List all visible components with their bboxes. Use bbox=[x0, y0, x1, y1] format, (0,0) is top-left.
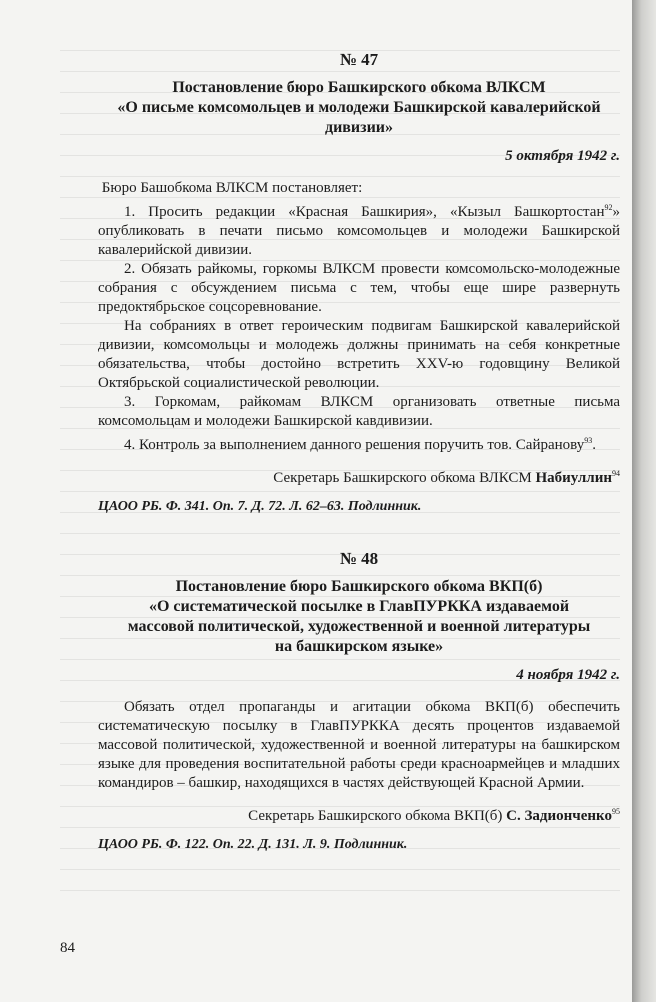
doc48-title bbox=[98, 577, 620, 657]
doc48-title-line: на башкирском языке» bbox=[274, 638, 444, 655]
doc47-date: 5 октября 1942 г. bbox=[505, 148, 620, 164]
doc47-item2: 2. Обязать райкомы, горкомы ВЛКСМ провести комсомольско-молодежные собрания с обсуждением письма с тем, чтобы еще шире развернуть предоктябрьское соцсоревнование. bbox=[98, 261, 620, 315]
doc47-number: № 47 bbox=[339, 50, 379, 69]
doc48-source: ЦАОО РБ. Ф. 122. Оп. 22. Д. 131. Л. 9. Подлинник. bbox=[98, 837, 408, 852]
signature-title: Секретарь Башкирского обкома ВЛКСМ bbox=[273, 470, 532, 486]
page-edge bbox=[632, 0, 656, 1002]
footnote-ref: 94 bbox=[612, 469, 620, 478]
doc47-item4-end: . bbox=[592, 437, 596, 453]
doc48-title-line: «О систематической посылке в ГлавПУРККА издаваемой bbox=[148, 598, 570, 615]
doc47-source: ЦАОО РБ. Ф. 341. Оп. 7. Д. 72. Л. 62–63. Подлинник. bbox=[98, 499, 422, 514]
doc47-item4: 4. Контроль за выполнением данного решения поручить тов. Сайранову bbox=[124, 437, 585, 453]
doc47-title-line: дивизии» bbox=[324, 119, 394, 136]
doc48-text: Обязать отдел пропаганды и агитации обкома ВКП(б) обеспечить систематическую посылку в ГлавПУРККА десять процентов издаваемой массовой политической, художественной и военной литературы на башкирском языке для проведения воспитательной работы среди красноармейцев и младших командиров – башкир, находящихся в частях действующей Красной Армии. bbox=[98, 699, 620, 791]
doc47-item1-end: » опубликовать в печати письмо комсомольцев и молодежи Башкирской кавалерийской дивизии. bbox=[98, 204, 620, 258]
doc48-signature bbox=[98, 807, 620, 825]
doc47-intro: Бюро Башобкома ВЛКСМ постановляет: bbox=[101, 180, 363, 196]
signature-name: Набиуллин bbox=[535, 470, 612, 486]
page-content bbox=[98, 40, 620, 853]
doc47-body bbox=[98, 179, 620, 455]
doc47-title bbox=[98, 78, 620, 138]
footnote-ref: 92 bbox=[604, 203, 613, 212]
page-number: 84 bbox=[60, 940, 75, 956]
doc47-title-line: Постановление бюро Башкирского обкома ВЛКСМ bbox=[172, 79, 546, 96]
footnote-ref: 93 bbox=[584, 436, 593, 445]
signature-name: С. Задионченко bbox=[506, 808, 612, 824]
doc48-number: № 48 bbox=[339, 549, 379, 568]
doc48-title-line: массовой политической, художественной и военной литературы bbox=[127, 618, 591, 635]
doc48-body bbox=[98, 698, 620, 793]
doc47-signature bbox=[98, 469, 620, 487]
doc47-para: На собраниях в ответ героическим подвигам Башкирской кавалерийской дивизии, комсомольцы и молодежь должны принимать на себя конкретные обязательства, чтобы достойно встретить XXV-ю годовщину Великой Октябрьской социалистической революции. bbox=[98, 318, 620, 391]
doc47-title-line: «О письме комсомольцев и молодежи Башкирской кавалерийской bbox=[117, 99, 601, 116]
doc48-title-line: Постановление бюро Башкирского обкома ВКП(б) bbox=[175, 578, 543, 595]
footnote-ref: 95 bbox=[612, 807, 620, 816]
doc48-date: 4 ноября 1942 г. bbox=[516, 667, 620, 683]
doc47-item3: 3. Горкомам, райкомам ВЛКСМ организовать ответные письма комсомольцам и молодежи Башкирской кавдивизии. bbox=[98, 394, 620, 429]
signature-title: Секретарь Башкирского обкома ВКП(б) bbox=[248, 808, 503, 824]
doc47-item1: 1. Просить редакции «Красная Башкирия», «Кызыл Башкортостан bbox=[124, 204, 605, 220]
